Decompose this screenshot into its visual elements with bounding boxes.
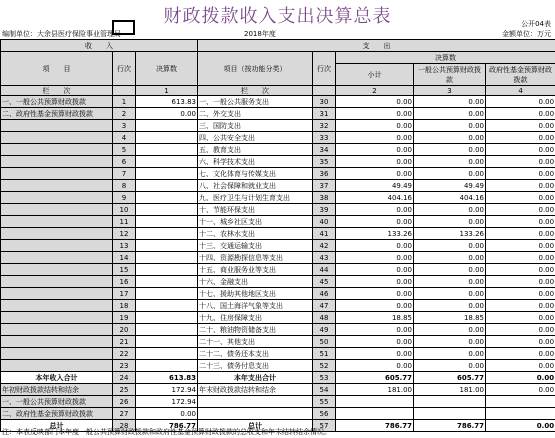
table-row (1, 156, 555, 168)
expense-item-cell: 二、外交支出 (198, 108, 313, 120)
income-amount-cell (136, 324, 198, 336)
expense-row-no-cell: 44 (313, 264, 336, 276)
general-budget-cell: 49.49 (414, 180, 486, 192)
subtotal-cell: 0.00 (336, 144, 414, 156)
income-row-no-cell: 23 (113, 360, 136, 372)
fund-budget-cell: 0.00 (486, 264, 555, 276)
table-row (1, 240, 555, 252)
income-row-no-cell: 27 (113, 408, 136, 420)
income-row-no-cell: 22 (113, 348, 136, 360)
income-item-cell (1, 132, 113, 144)
table-row (1, 312, 555, 324)
general-budget-cell: 181.00 (414, 384, 486, 396)
expense-item-cell: 总计 (198, 420, 313, 432)
expense-row-no-cell: 46 (313, 288, 336, 300)
subtotal-cell: 0.00 (336, 276, 414, 288)
expense-item-cell: 十、节能环保支出 (198, 204, 313, 216)
income-row-no-cell: 13 (113, 240, 136, 252)
subtotal-cell: 0.00 (336, 336, 414, 348)
expense-row-no-cell: 40 (313, 216, 336, 228)
income-amount-cell: 0.00 (136, 108, 198, 120)
subtotal-cell: 786.77 (336, 420, 414, 432)
fund-budget-cell: 0.00 (486, 372, 555, 384)
expense-row-no-cell: 32 (313, 120, 336, 132)
income-amount-cell (136, 180, 198, 192)
expense-item-cell: 十八、国土海洋气象等支出 (198, 300, 313, 312)
expense-item-cell: 二十一、其他支出 (198, 336, 313, 348)
expense-row-no-cell: 43 (313, 252, 336, 264)
expense-item-cell: 十五、商业服务业等支出 (198, 264, 313, 276)
expense-row-no-cell: 51 (313, 348, 336, 360)
index-col-2: 2 (336, 86, 414, 96)
income-item-cell (1, 192, 113, 204)
general-budget-cell: 0.00 (414, 252, 486, 264)
income-amount-cell (136, 216, 198, 228)
fund-budget-cell: 0.00 (486, 312, 555, 324)
subtotal-cell: 0.00 (336, 264, 414, 276)
general-budget-cell: 0.00 (414, 324, 486, 336)
expense-item-cell: 本年支出合计 (198, 372, 313, 384)
fund-budget-cell: 0.00 (486, 180, 555, 192)
table-row (1, 324, 555, 336)
income-item-cell (1, 264, 113, 276)
income-row-no-cell: 28 (113, 420, 136, 432)
table-row (1, 168, 555, 180)
income-item-cell (1, 300, 113, 312)
fund-budget-cell: 0.00 (486, 144, 555, 156)
income-row-no-cell: 16 (113, 276, 136, 288)
income-row-no-cell: 2 (113, 108, 136, 120)
income-row-no-header: 行次 (113, 52, 136, 86)
income-item-cell: 年初财政拨款结转和结余 (1, 384, 113, 396)
income-row-no-cell: 11 (113, 216, 136, 228)
table-row (1, 108, 555, 120)
table-row (1, 384, 555, 396)
table-row (1, 192, 555, 204)
income-row-no-cell: 26 (113, 396, 136, 408)
subtotal-cell: 0.00 (336, 96, 414, 108)
expense-item-header: 项目（按功能分类） (198, 52, 313, 86)
expense-item-cell: 年末财政拨款结转和结余 (198, 384, 313, 396)
subtotal-cell (336, 396, 414, 408)
expense-row-no-cell: 35 (313, 156, 336, 168)
expense-row-no-cell: 52 (313, 360, 336, 372)
income-item-cell: 一、一般公共预算财政拨款 (1, 396, 113, 408)
subtotal-cell: 0.00 (336, 360, 414, 372)
table-row (1, 300, 555, 312)
general-budget-cell: 0.00 (414, 276, 486, 288)
general-budget-cell: 0.00 (414, 216, 486, 228)
fund-budget-cell: 0.00 (486, 204, 555, 216)
general-budget-cell: 0.00 (414, 288, 486, 300)
fund-budget-cell: 0.00 (486, 360, 555, 372)
income-row-no-cell: 8 (113, 180, 136, 192)
income-amount-cell (136, 120, 198, 132)
income-item-cell: 本年收入合计 (1, 372, 113, 384)
final-amount-header: 决算数 (336, 52, 555, 64)
subtotal-cell: 0.00 (336, 108, 414, 120)
expense-row-no-cell: 34 (313, 144, 336, 156)
income-row-no-cell: 19 (113, 312, 136, 324)
general-budget-cell: 605.77 (414, 372, 486, 384)
income-item-cell (1, 348, 113, 360)
expense-row-no-cell: 49 (313, 324, 336, 336)
income-amount-cell (136, 312, 198, 324)
income-item-cell: 一、一般公共预算财政拨款 (1, 96, 113, 108)
fund-budget-cell: 0.00 (486, 228, 555, 240)
expense-row-no-cell: 36 (313, 168, 336, 180)
footnote: 注：本表反映部门本年度一般公共预算财政拨款和政府性基金预算财政拨款的总收支和年末结转结余情况。 (2, 428, 331, 436)
table-row (1, 360, 555, 372)
expense-row-no-cell: 30 (313, 96, 336, 108)
expense-item-cell: 十九、住房保障支出 (198, 312, 313, 324)
income-row-no-cell: 24 (113, 372, 136, 384)
general-budget-cell: 0.00 (414, 132, 486, 144)
subtotal-cell: 605.77 (336, 372, 414, 384)
expense-row-no-cell: 31 (313, 108, 336, 120)
income-amount-cell: 786.77 (136, 420, 198, 432)
expense-row-no-header: 行次 (313, 52, 336, 86)
expense-item-cell: 十三、交通运输支出 (198, 240, 313, 252)
fund-budget-cell: 0.00 (486, 324, 555, 336)
index-col-4: 4 (486, 86, 555, 96)
income-item-cell (1, 312, 113, 324)
expense-item-cell: 十二、农林水支出 (198, 228, 313, 240)
table-row (1, 96, 555, 108)
income-item-cell (1, 156, 113, 168)
income-item-cell (1, 228, 113, 240)
subtotal-cell: 49.49 (336, 180, 414, 192)
income-amount-cell (136, 300, 198, 312)
final-accounts-table (0, 39, 555, 432)
expense-item-cell (198, 396, 313, 408)
general-budget-cell: 0.00 (414, 96, 486, 108)
expense-item-cell: 二十二、债务还本支出 (198, 348, 313, 360)
subtotal-cell: 0.00 (336, 288, 414, 300)
income-item-cell: 二、政府性基金预算财政拨款 (1, 408, 113, 420)
income-item-cell (1, 216, 113, 228)
general-budget-cell: 0.00 (414, 120, 486, 132)
fund-budget-cell: 0.00 (486, 240, 555, 252)
table-row (1, 180, 555, 192)
fund-budget-cell: 0.00 (486, 108, 555, 120)
subtotal-cell: 0.00 (336, 252, 414, 264)
income-row-no-cell: 1 (113, 96, 136, 108)
general-budget-cell: 18.85 (414, 312, 486, 324)
fund-budget-cell: 0.00 (486, 276, 555, 288)
general-budget-cell: 0.00 (414, 348, 486, 360)
expense-row-no-cell: 57 (313, 420, 336, 432)
general-budget-cell (414, 396, 486, 408)
expense-row-no-cell: 39 (313, 204, 336, 216)
subtotal-cell: 0.00 (336, 120, 414, 132)
table-row (1, 276, 555, 288)
fund-budget-cell (486, 396, 555, 408)
income-item-cell (1, 240, 113, 252)
income-amount-cell (136, 264, 198, 276)
income-amount-cell (136, 240, 198, 252)
expense-item-cell: 一、一般公共服务支出 (198, 96, 313, 108)
income-amount-cell (136, 192, 198, 204)
table-row (1, 396, 555, 408)
index-row-label: 栏 次 (1, 86, 113, 96)
general-budget-cell: 0.00 (414, 144, 486, 156)
income-amount-cell: 172.94 (136, 384, 198, 396)
subtotal-cell: 404.16 (336, 192, 414, 204)
income-header: 收 入 (1, 40, 198, 52)
income-row-no-cell: 14 (113, 252, 136, 264)
income-row-no-cell: 15 (113, 264, 136, 276)
income-amount-cell: 172.94 (136, 396, 198, 408)
income-row-no-cell: 9 (113, 192, 136, 204)
table-row (1, 120, 555, 132)
expense-item-cell: 二十三、债务付息支出 (198, 360, 313, 372)
income-row-no-cell: 17 (113, 288, 136, 300)
expense-row-no-cell: 42 (313, 240, 336, 252)
subtotal-cell: 0.00 (336, 348, 414, 360)
income-item-cell (1, 168, 113, 180)
expense-item-cell: 十一、城乡社区支出 (198, 216, 313, 228)
income-amount-cell (136, 360, 198, 372)
income-amount-cell (136, 204, 198, 216)
subtotal-cell: 0.00 (336, 240, 414, 252)
expense-row-no-cell: 53 (313, 372, 336, 384)
expense-row-no-cell: 41 (313, 228, 336, 240)
expense-item-cell: 十六、金融支出 (198, 276, 313, 288)
table-row (1, 336, 555, 348)
subtotal-cell: 0.00 (336, 216, 414, 228)
income-row-no-cell: 18 (113, 300, 136, 312)
fund-budget-cell: 0.00 (486, 168, 555, 180)
table-body (1, 96, 555, 432)
income-item-cell (1, 120, 113, 132)
expense-row-no-cell: 37 (313, 180, 336, 192)
fund-budget-cell: 0.00 (486, 384, 555, 396)
expense-item-cell: 十四、资源勘探信息等支出 (198, 252, 313, 264)
income-amount-cell (136, 228, 198, 240)
general-budget-cell: 786.77 (414, 420, 486, 432)
general-budget-cell: 133.26 (414, 228, 486, 240)
subtotal-cell: 0.00 (336, 324, 414, 336)
expense-item-cell: 十七、援助其他地区支出 (198, 288, 313, 300)
income-item-cell (1, 324, 113, 336)
income-amount-cell (136, 156, 198, 168)
expense-row-no-cell: 38 (313, 192, 336, 204)
income-amount-cell (136, 132, 198, 144)
income-row-no-cell: 3 (113, 120, 136, 132)
income-amount-cell: 0.00 (136, 408, 198, 420)
table-row (1, 348, 555, 360)
report-title: 财政拨款收入支出决算总表 (163, 6, 392, 27)
income-amount-cell (136, 276, 198, 288)
expense-item-cell: 五、教育支出 (198, 144, 313, 156)
income-amount-cell: 613.83 (136, 372, 198, 384)
income-amount-cell (136, 288, 198, 300)
subtotal-cell: 0.00 (336, 132, 414, 144)
table-row (1, 372, 555, 384)
income-row-no-cell: 10 (113, 204, 136, 216)
subtotal-cell (336, 408, 414, 420)
income-item-cell (1, 276, 113, 288)
fund-budget-cell: 0.00 (486, 156, 555, 168)
income-row-no-cell: 20 (113, 324, 136, 336)
subtotal-cell: 0.00 (336, 156, 414, 168)
table-row (1, 216, 555, 228)
subtotal-cell: 181.00 (336, 384, 414, 396)
fund-budget-cell: 0.00 (486, 300, 555, 312)
expense-row-no-cell: 56 (313, 408, 336, 420)
fund-budget-cell: 0.00 (486, 216, 555, 228)
general-budget-cell: 0.00 (414, 108, 486, 120)
expense-row-no-cell: 33 (313, 132, 336, 144)
general-budget-cell: 0.00 (414, 204, 486, 216)
income-amount-cell (136, 252, 198, 264)
general-budget-cell (414, 408, 486, 420)
income-item-cell (1, 180, 113, 192)
subtotal-cell: 133.26 (336, 228, 414, 240)
general-budget-cell: 0.00 (414, 168, 486, 180)
income-row-no-cell: 25 (113, 384, 136, 396)
expense-row-no-cell: 54 (313, 384, 336, 396)
general-budget-cell: 0.00 (414, 264, 486, 276)
income-item-cell: 总计 (1, 420, 113, 432)
income-item-cell (1, 288, 113, 300)
income-item-cell (1, 360, 113, 372)
fund-budget-cell: 0.00 (486, 96, 555, 108)
income-item-cell (1, 252, 113, 264)
subtotal-cell: 0.00 (336, 168, 414, 180)
general-budget-cell: 0.00 (414, 300, 486, 312)
subtotal-cell: 0.00 (336, 300, 414, 312)
expense-item-cell: 七、文化体育与传媒支出 (198, 168, 313, 180)
income-amount-header: 决算数 (136, 52, 198, 86)
general-budget-cell: 0.00 (414, 240, 486, 252)
income-row-no-cell: 7 (113, 168, 136, 180)
expense-header: 支 出 (198, 40, 555, 52)
income-item-cell (1, 336, 113, 348)
general-budget-header: 一般公共预算财政拨款 (414, 64, 486, 86)
index-col-1: 1 (136, 86, 198, 96)
table-row (1, 408, 555, 420)
general-budget-cell: 0.00 (414, 336, 486, 348)
general-budget-cell: 404.16 (414, 192, 486, 204)
expense-row-no-cell: 55 (313, 396, 336, 408)
compiling-unit: 编制单位：大余县医疗保险事业管理局 (2, 30, 121, 38)
index-row-label-2: 栏 次 (198, 86, 313, 96)
fund-budget-cell: 0.00 (486, 132, 555, 144)
expense-item-cell: 六、科学技术支出 (198, 156, 313, 168)
form-number: 公开04表 (521, 20, 551, 28)
expense-item-cell: 四、公共安全支出 (198, 132, 313, 144)
fund-budget-cell: 0.00 (486, 420, 555, 432)
fund-budget-cell (486, 408, 555, 420)
currency-unit: 金额单位：万元 (502, 30, 551, 38)
expense-item-cell (198, 408, 313, 420)
income-item-cell: 二、政府性基金预算财政拨款 (1, 108, 113, 120)
table-row (1, 204, 555, 216)
income-row-no-cell: 6 (113, 156, 136, 168)
fund-budget-cell: 0.00 (486, 252, 555, 264)
expense-row-no-cell: 48 (313, 312, 336, 324)
expense-item-cell: 八、社会保障和就业支出 (198, 180, 313, 192)
income-row-no-cell: 4 (113, 132, 136, 144)
income-amount-cell (136, 348, 198, 360)
table-row (1, 132, 555, 144)
fiscal-year: 2018年度 (244, 30, 276, 38)
index-col-3: 3 (414, 86, 486, 96)
subtotal-cell: 0.00 (336, 204, 414, 216)
expense-item-cell: 三、国防支出 (198, 120, 313, 132)
fund-budget-cell: 0.00 (486, 348, 555, 360)
income-item-header: 项 目 (1, 52, 113, 86)
expense-row-no-cell: 50 (313, 336, 336, 348)
income-amount-cell (136, 336, 198, 348)
table-row (1, 288, 555, 300)
income-amount-cell (136, 168, 198, 180)
income-item-cell (1, 144, 113, 156)
income-item-cell (1, 204, 113, 216)
expense-row-no-cell: 45 (313, 276, 336, 288)
income-amount-cell: 613.83 (136, 96, 198, 108)
table-row (1, 264, 555, 276)
general-budget-cell: 0.00 (414, 156, 486, 168)
income-row-no-cell: 21 (113, 336, 136, 348)
fund-budget-cell: 0.00 (486, 120, 555, 132)
income-amount-cell (136, 144, 198, 156)
expense-item-cell: 九、医疗卫生与计划生育支出 (198, 192, 313, 204)
table-row (1, 144, 555, 156)
subtotal-cell: 18.85 (336, 312, 414, 324)
table-row (1, 252, 555, 264)
expense-row-no-cell: 47 (313, 300, 336, 312)
table-row (1, 228, 555, 240)
subtotal-header: 小计 (336, 64, 414, 86)
fund-budget-cell: 0.00 (486, 192, 555, 204)
expense-item-cell: 二十、粮油物资储备支出 (198, 324, 313, 336)
fund-budget-header: 政府性基金预算财政拨款 (486, 64, 555, 86)
general-budget-cell: 0.00 (414, 360, 486, 372)
income-row-no-cell: 12 (113, 228, 136, 240)
fund-budget-cell: 0.00 (486, 288, 555, 300)
income-row-no-cell: 5 (113, 144, 136, 156)
fund-budget-cell: 0.00 (486, 336, 555, 348)
